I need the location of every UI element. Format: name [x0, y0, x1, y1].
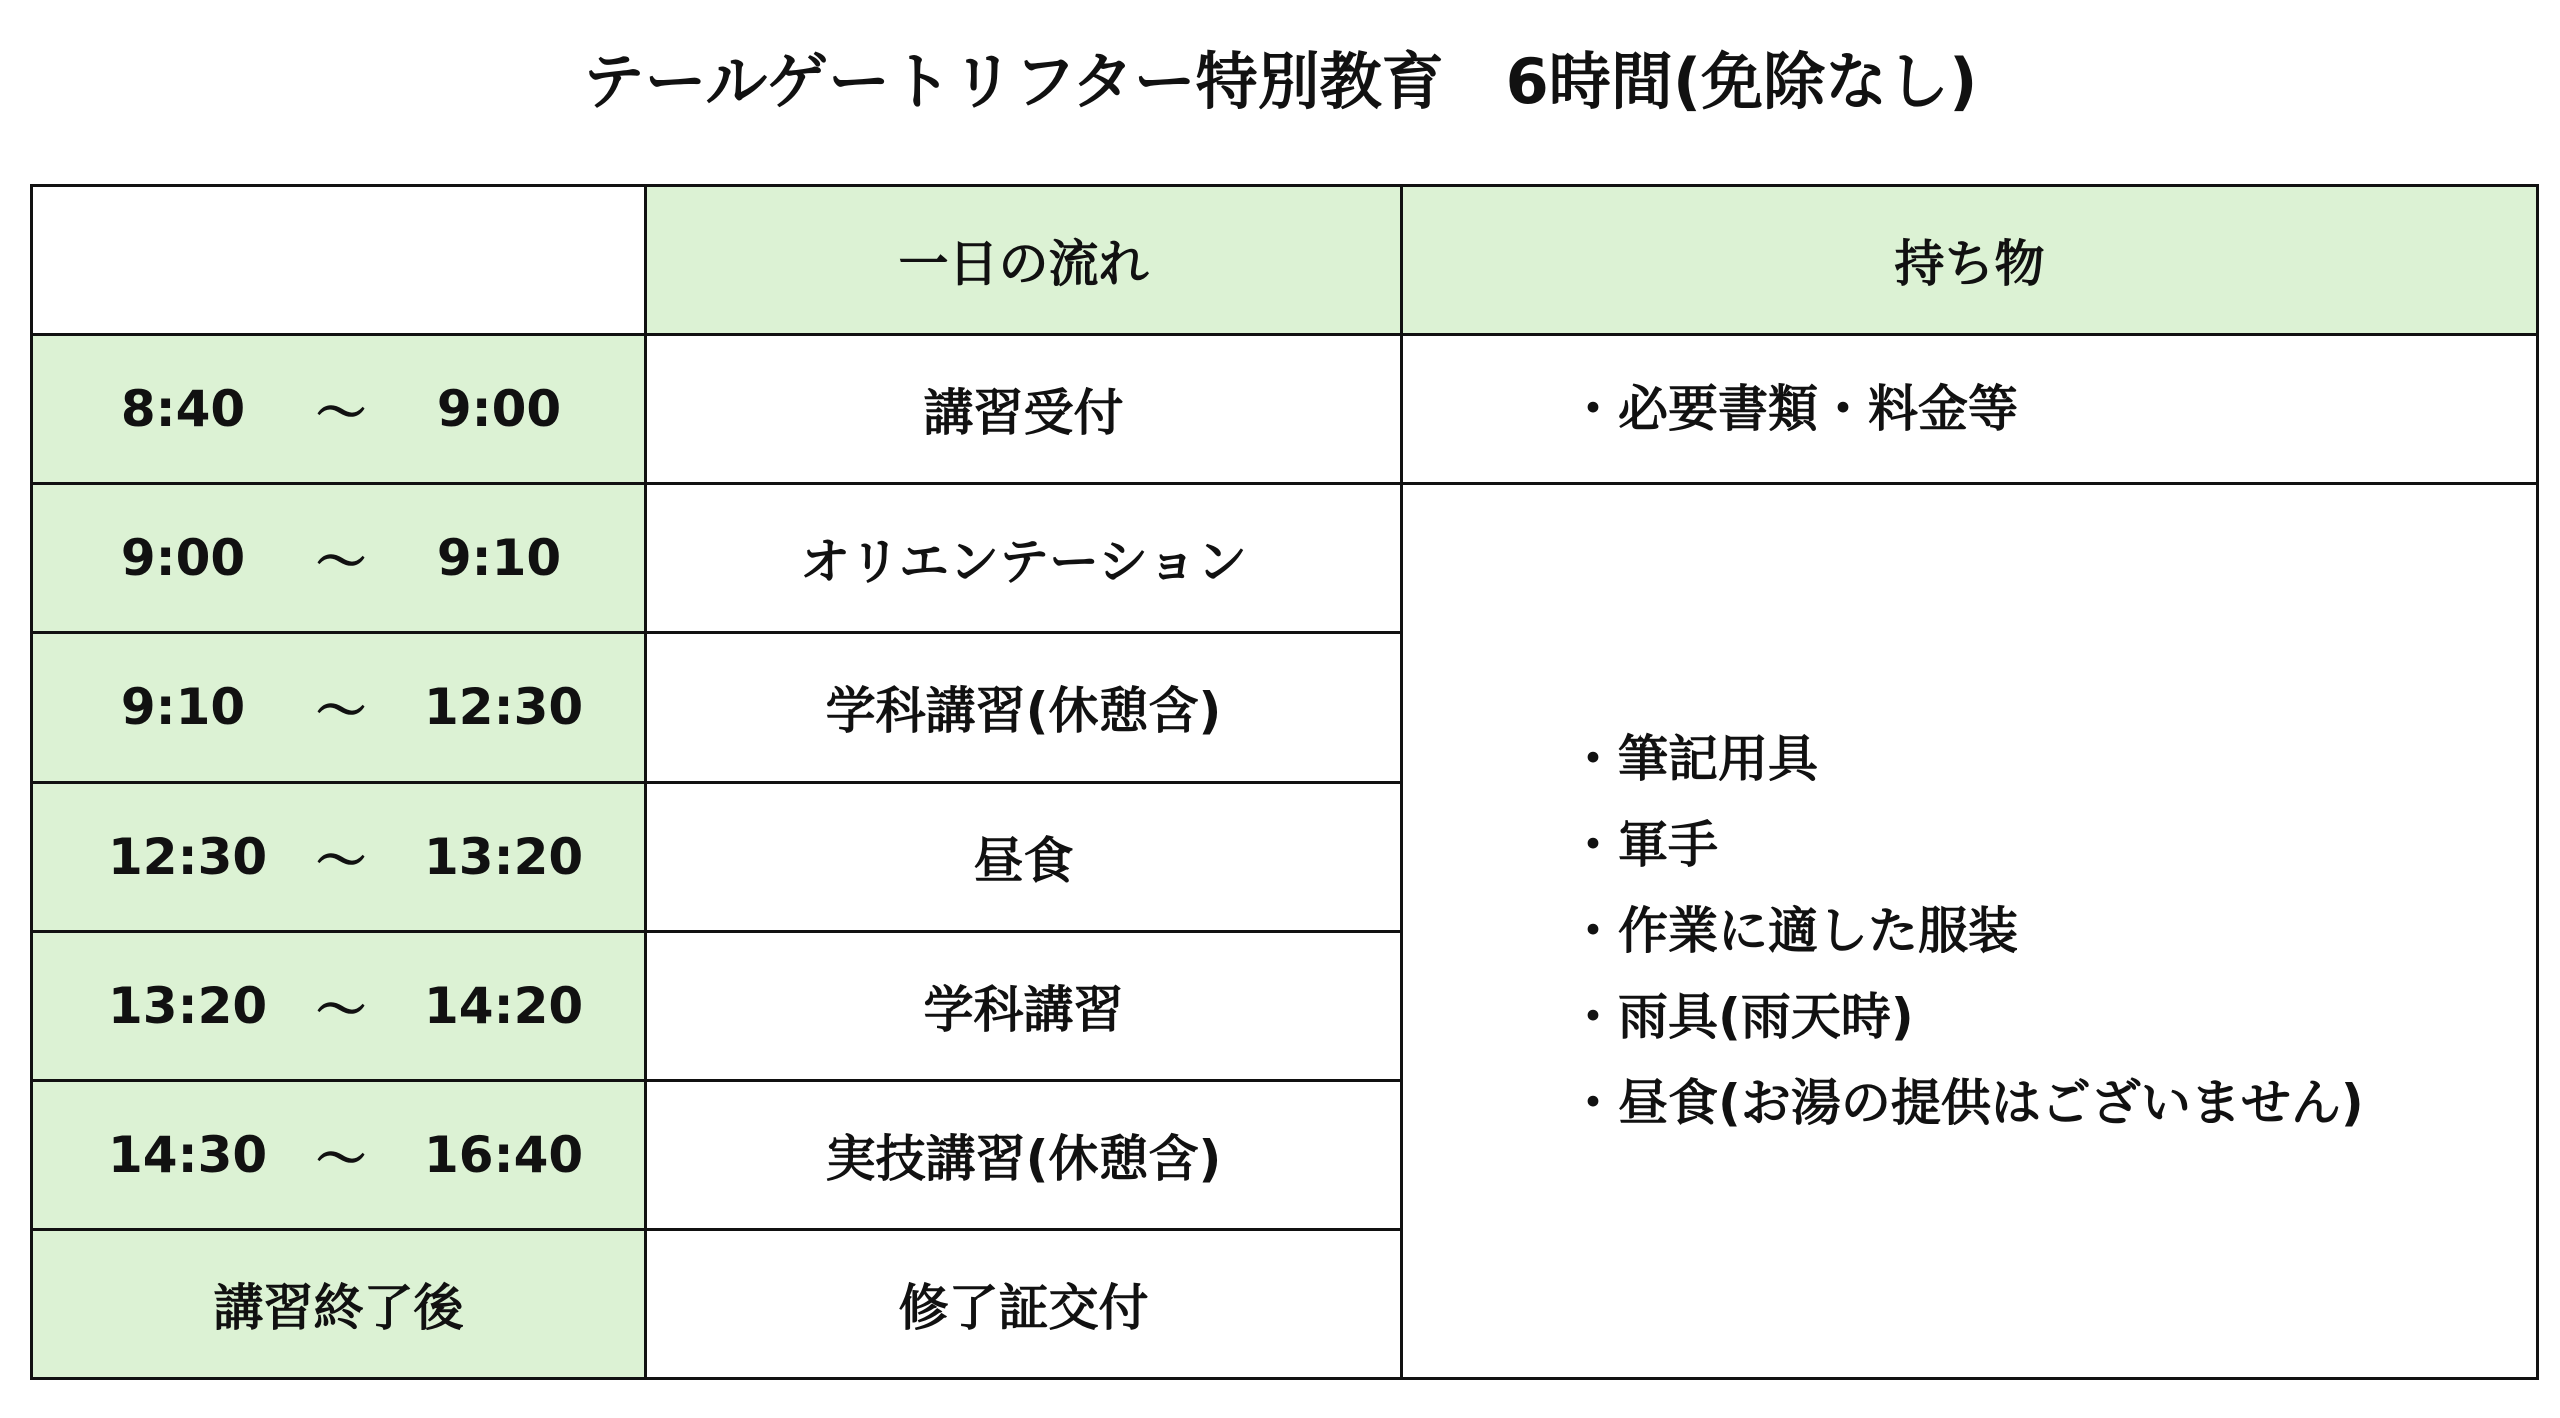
belongings-item: 軍手	[1618, 816, 1718, 875]
end-time: 14:20	[424, 976, 584, 1035]
tilde: ～	[316, 831, 366, 890]
table-row	[32, 484, 2538, 633]
time-cell	[32, 335, 646, 484]
belongings-item: 昼食(お湯の提供はございません)	[1618, 1074, 2364, 1133]
start-time: 13:20	[108, 976, 268, 1035]
belongings-item: 雨具(雨天時)	[1618, 988, 1914, 1047]
bullet: ・	[1568, 816, 1618, 875]
start-time: 12:30	[108, 827, 268, 886]
belongings-item: 作業に適した服装	[1618, 902, 2018, 961]
time-cell	[32, 633, 646, 782]
end-time: 9:00	[436, 380, 562, 439]
bullet: ・	[1568, 988, 1618, 1047]
tilde: ～	[316, 1129, 366, 1188]
activity-cell: 実技講習(休憩含)	[646, 1080, 1402, 1229]
start-time: 8:40	[120, 380, 246, 439]
tilde: ～	[316, 980, 366, 1039]
time-cell: 講習終了後	[32, 1229, 646, 1378]
tilde: ～	[316, 682, 366, 741]
activity-cell: 昼食	[646, 782, 1402, 931]
end-time: 16:40	[424, 1125, 584, 1184]
activity-cell: 講習受付	[646, 335, 1402, 484]
time-cell	[32, 484, 646, 633]
header-blank-cell	[32, 186, 646, 335]
tilde: ～	[316, 384, 366, 443]
end-time: 12:30	[424, 678, 584, 737]
activity-cell: 学科講習	[646, 931, 1402, 1080]
start-time: 9:00	[120, 529, 246, 588]
time-cell	[32, 1080, 646, 1229]
start-time: 9:10	[120, 678, 246, 737]
time-cell	[32, 931, 646, 1080]
end-time: 13:20	[424, 827, 584, 886]
belongings-item: 筆記用具	[1618, 730, 1818, 789]
activity-cell: 学科講習(休憩含)	[646, 633, 1402, 782]
page-title: テールゲートリフター特別教育 6時間(免除なし)	[582, 45, 1978, 118]
activity-cell: 修了証交付	[646, 1229, 1402, 1378]
header-belongings: 持ち物	[1402, 186, 2538, 335]
bullet: ・	[1568, 1074, 1618, 1133]
header-row	[32, 186, 2538, 335]
end-time: 9:10	[436, 529, 562, 588]
belongings-list-cell	[1402, 484, 2538, 1379]
tilde: ～	[316, 533, 366, 592]
time-cell	[32, 782, 646, 931]
activity-cell: オリエンテーション	[646, 484, 1402, 633]
table-row	[32, 335, 2538, 484]
bullet: ・	[1568, 902, 1618, 961]
schedule-table	[30, 184, 2539, 1380]
belongings-item: 必要書類・料金等	[1618, 380, 2018, 439]
belongings-reception-cell	[1402, 335, 2538, 484]
start-time: 14:30	[108, 1125, 268, 1184]
bullet: ・	[1568, 730, 1618, 789]
bullet: ・	[1568, 380, 1618, 439]
header-flow: 一日の流れ	[646, 186, 1402, 335]
